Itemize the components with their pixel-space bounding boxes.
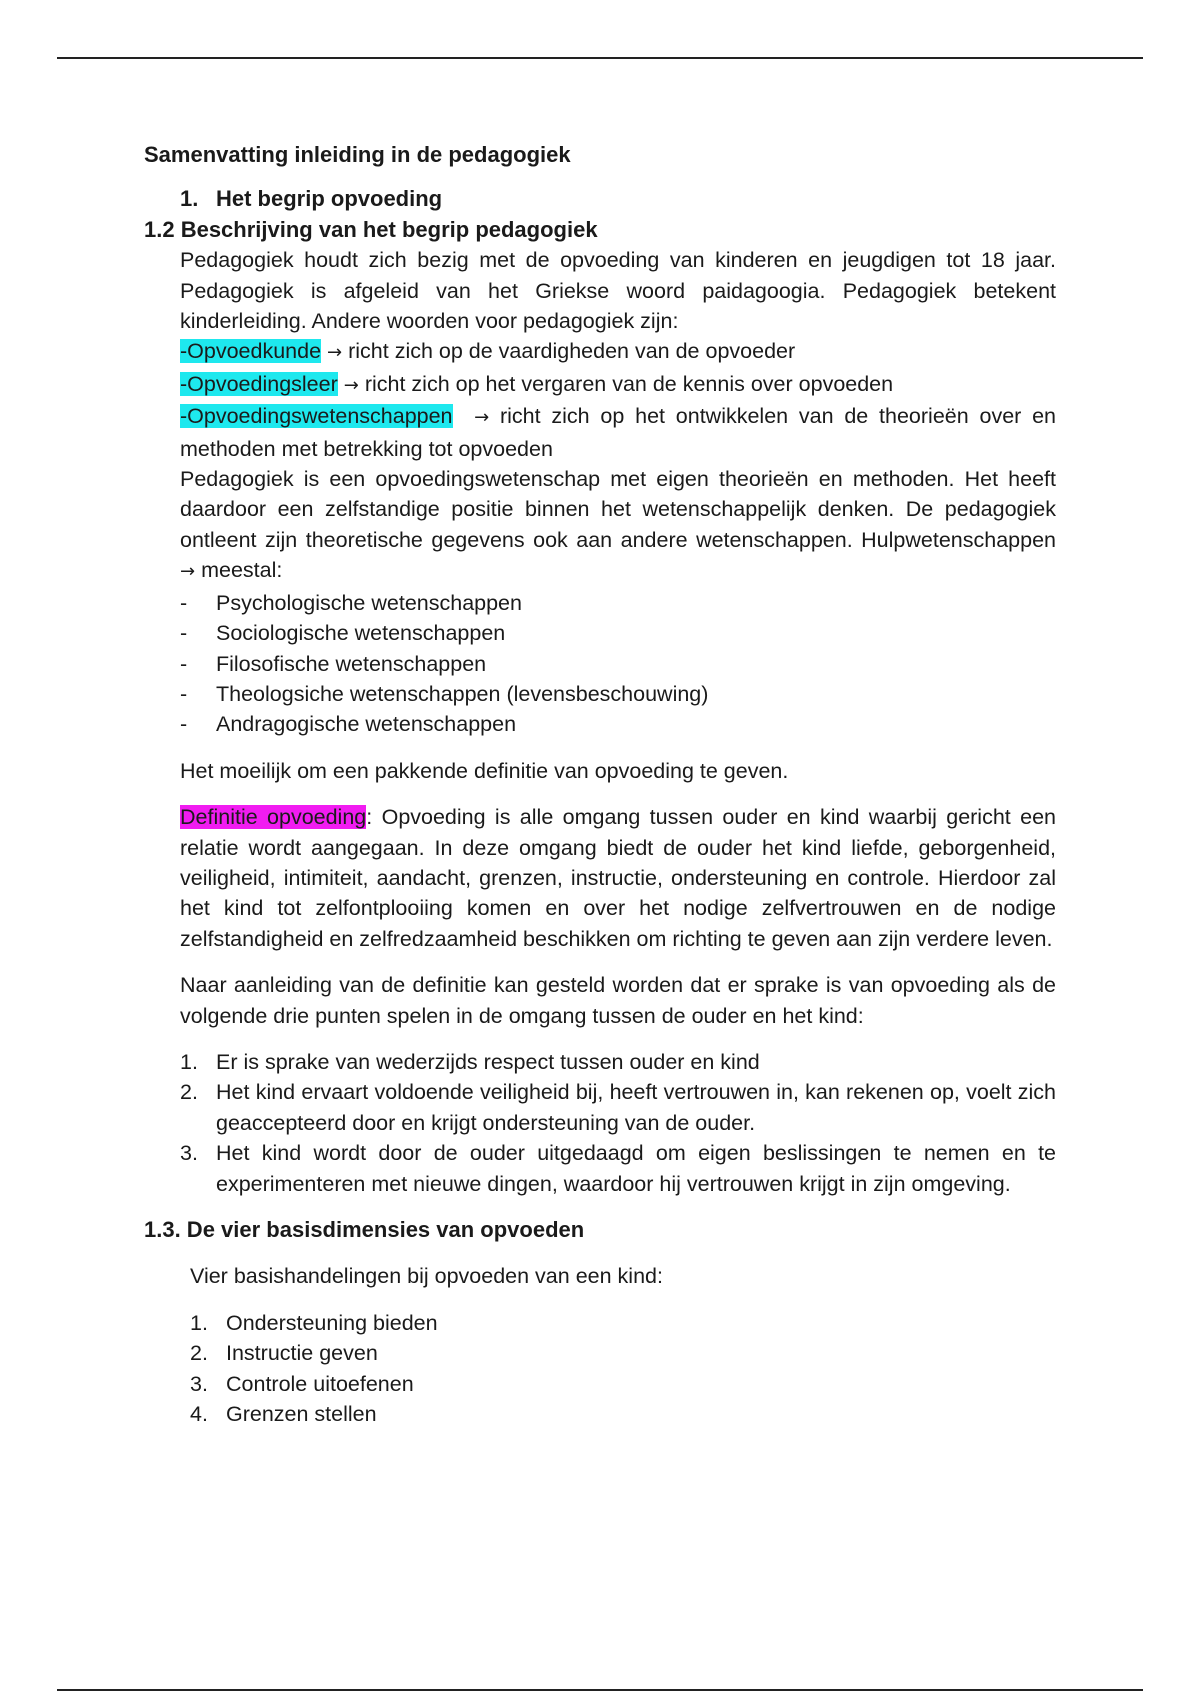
list-text: Er is sprake van wederzijds respect tussen ouder en kind xyxy=(216,1049,760,1074)
science-paragraph-text: Pedagogiek is een opvoedingswetenschap met eigen theorieën en methoden. Het heeft daardoor een zelfstandige positie binnen het wetenschappelijk denken. De pedagogiek ontleent zijn theoretische gegevens ook aan andere wetenschappen. Hulpwetenschappen xyxy=(180,467,1056,552)
term-highlight: -Opvoedingsleer xyxy=(180,371,338,396)
science-paragraph-tail: meestal: xyxy=(201,558,283,583)
list-text: Controle uitoefenen xyxy=(226,1371,414,1396)
definition-block xyxy=(144,756,1056,1031)
footer-rule xyxy=(57,1689,1143,1691)
term-description: richt zich op de vaardigheden van de opvoeder xyxy=(348,339,796,364)
list-text: Ondersteuning bieden xyxy=(226,1310,438,1335)
header-rule xyxy=(57,57,1143,59)
difficulty-paragraph: Het moeilijk om een pakkende definitie van opvoeding te geven. xyxy=(180,758,789,783)
three-points-list xyxy=(144,1047,1056,1199)
list-text: Het kind ervaart voldoende veiligheid bij, heeft vertrouwen in, kan rekenen op, voelt zich geaccepteerd door en krijgt ondersteuning van de ouder. xyxy=(216,1080,1056,1135)
science-paragraph xyxy=(180,464,1056,588)
list-number: 1. xyxy=(190,1310,208,1335)
section-1-3-intro: Vier basishandelingen bij opvoeden van een kind: xyxy=(190,1264,663,1289)
list-text: Grenzen stellen xyxy=(226,1402,377,1427)
list-item: - Andragogische wetenschappen xyxy=(144,709,1056,739)
term-highlight: -Opvoedkunde xyxy=(180,339,322,364)
term-line xyxy=(180,336,1056,368)
list-item: - Theologsiche wetenschappen (levensbeschouwing) xyxy=(144,679,1056,709)
list-number: 3. xyxy=(180,1141,198,1166)
list-item xyxy=(144,1308,1056,1338)
section-1-heading xyxy=(144,184,1056,214)
term-highlight: -Opvoedingswetenschappen xyxy=(180,404,453,429)
list-number: 4. xyxy=(190,1402,208,1427)
term-line xyxy=(180,401,1056,464)
section-1-3-heading: 1.3. De vier basisdimensies van opvoeden xyxy=(144,1217,585,1242)
definition-text: : Opvoeding is alle omgang tussen ouder en kind waarbij gericht een relatie wordt aangegaan. In deze omgang biedt de ouder het kind liefde, geborgenheid, veiligheid, intimiteit, aandacht, grenzen, instructie, ondersteuning en controle. Hierdoor zal het kind tot zelfontplooiing komen en over het nodige zelfvertrouwen en de nodige zelfstandigheid en zelfredzaamheid beschikken om richting te geven aan zijn verdere leven. xyxy=(180,805,1056,951)
definition-paragraph xyxy=(180,802,1056,954)
arrow-icon: → xyxy=(474,407,490,429)
intro-paragraph: Pedagogiek houdt zich bezig met de opvoeding van kinderen en jeugdigen tot 18 jaar. Pedagogiek is afgeleid van het Griekse woord paidagoogia. Pedagogiek betekent kinderleiding. Andere woorden voor pedagogiek zijn: xyxy=(180,248,1056,334)
arrow-icon: → xyxy=(180,561,196,583)
section-1-2-heading: 1.2 Beschrijving van het begrip pedagogiek xyxy=(144,216,598,242)
list-text: Instructie geven xyxy=(226,1341,378,1366)
list-item xyxy=(144,1138,1056,1199)
list-item: - Sociologische wetenschappen xyxy=(144,618,1056,648)
list-item xyxy=(144,1338,1056,1368)
arrow-icon: → xyxy=(343,374,359,396)
list-text: Het kind wordt door de ouder uitgedaagd om eigen beslissingen te nemen en te experimenteren met nieuwe dingen, waardoor hij vertrouwen krijgt in zijn omgeving. xyxy=(216,1141,1056,1196)
list-item xyxy=(144,1077,1056,1138)
list-number: 2. xyxy=(190,1341,208,1366)
list-item xyxy=(144,1047,1056,1077)
list-number: 3. xyxy=(190,1371,208,1396)
list-item xyxy=(144,1369,1056,1399)
section-1-number: 1. xyxy=(180,186,199,212)
term-description: richt zich op het vergaren van de kennis over opvoeden xyxy=(364,371,894,396)
document-title: Samenvatting inleiding in de pedagogiek xyxy=(144,142,571,167)
list-item xyxy=(144,1399,1056,1429)
auxiliary-sciences-list xyxy=(144,588,1056,740)
term-line xyxy=(180,369,1056,401)
basic-actions-list xyxy=(144,1308,1056,1430)
list-item: - Psychologische wetenschappen xyxy=(144,588,1056,618)
document-body xyxy=(144,140,1056,1429)
arrow-icon: → xyxy=(327,342,343,364)
definition-label: Definitie opvoeding xyxy=(180,805,367,830)
list-item: - Filosofische wetenschappen xyxy=(144,649,1056,679)
following-paragraph: Naar aanleiding van de definitie kan gesteld worden dat er sprake is van opvoeding als de volgende drie punten spelen in de omgang tussen de ouder en het kind: xyxy=(180,973,1056,1028)
section-1-2-content xyxy=(144,245,1056,587)
list-number: 1. xyxy=(180,1049,198,1074)
list-number: 2. xyxy=(180,1080,198,1105)
section-1-label: Het begrip opvoeding xyxy=(216,186,443,212)
term-description: richt zich op het ontwikkelen van de theorieën over en methoden met betrekking tot opvoeden xyxy=(180,404,1057,461)
